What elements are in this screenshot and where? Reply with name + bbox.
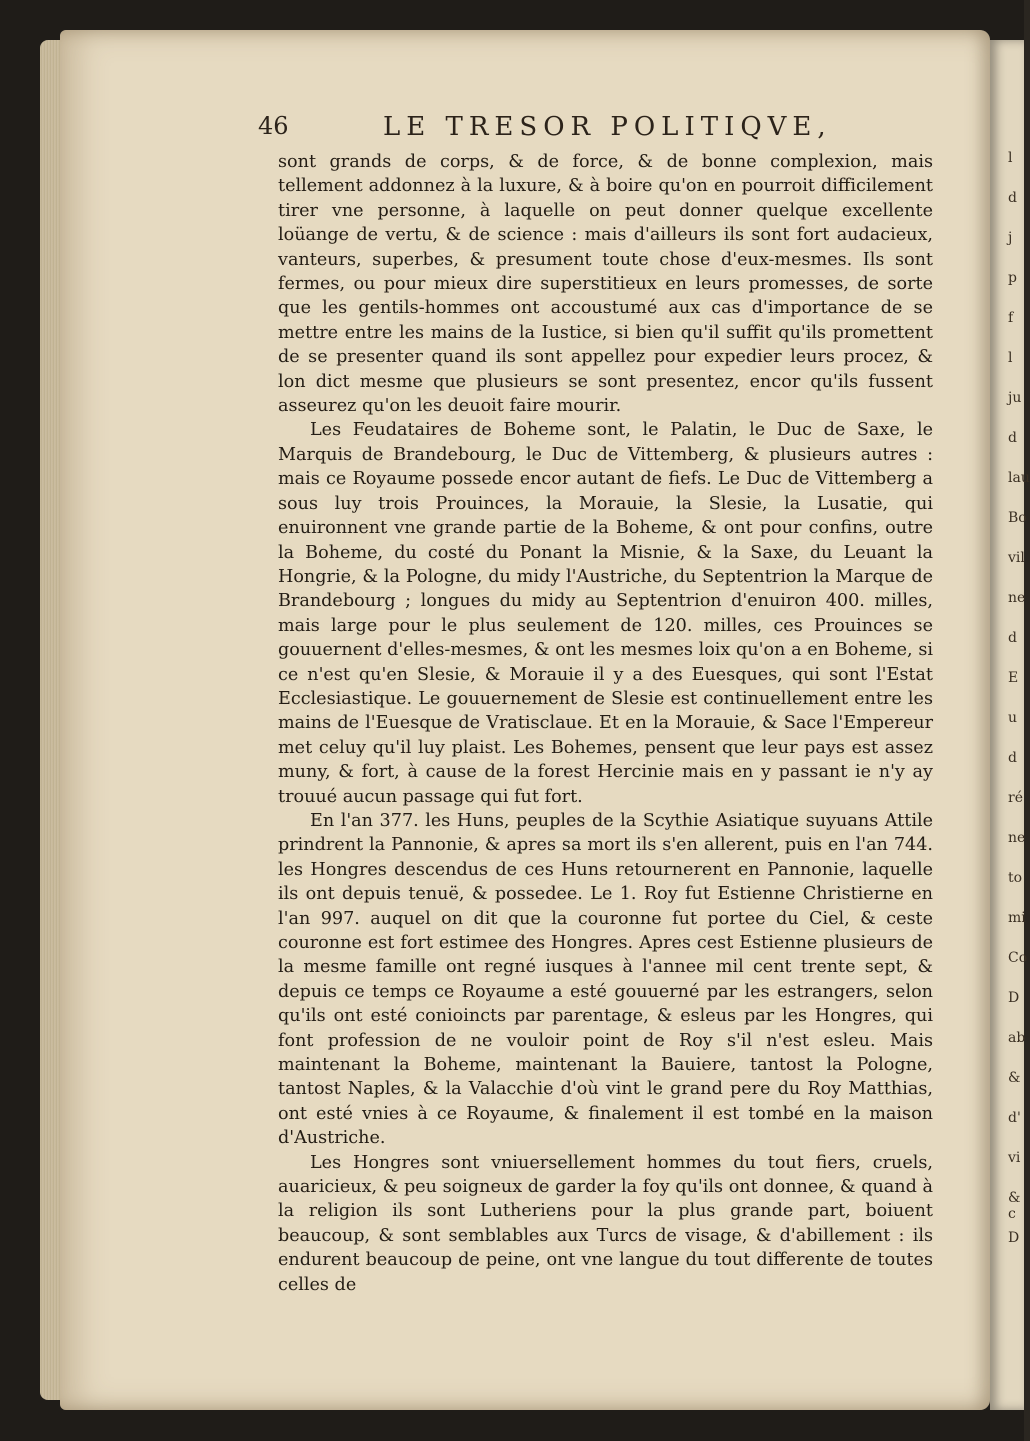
- adjacent-page: [990, 40, 1030, 1410]
- adjacent-page-fragment: l: [1008, 150, 1013, 166]
- adjacent-page-fragment: j: [1008, 230, 1013, 246]
- adjacent-page-fragment: vil: [1008, 550, 1025, 566]
- adjacent-page-fragment: to: [1008, 870, 1023, 886]
- adjacent-page-fragment: p: [1008, 270, 1017, 286]
- adjacent-page-fragment: u: [1008, 710, 1018, 726]
- adjacent-page-fragment: Bo: [1008, 510, 1027, 526]
- adjacent-page-fragment: d': [1008, 1110, 1021, 1126]
- adjacent-page-fragment: vi: [1008, 1150, 1021, 1166]
- page-number: 46: [258, 112, 289, 140]
- body-text: [278, 150, 933, 1297]
- adjacent-page-fragment: Co: [1008, 950, 1028, 966]
- adjacent-page-fragment: E: [1008, 670, 1019, 686]
- adjacent-page-fragment: d: [1008, 430, 1017, 446]
- adjacent-page-fragment: ju: [1008, 390, 1022, 406]
- adjacent-page-fragment: l: [1008, 350, 1013, 366]
- adjacent-page-fragment: & c: [1008, 1190, 1021, 1222]
- paragraph-1: sont grands de corps, & de force, & de bonne complexion, mais tellement addonnez à la luxure, & à boire qu'on en pourroit difficilement tirer vne personne, à laquelle on peut donner quelque excellente loüange de vertu, & de science : mais d'ailleurs ils sont fort audacieux, vanteurs, superbes, & presument toute chose d'eux-mesmes. Ils sont fermes, ou pour mieux dire superstitieux en leurs promesses, de sorte que les gentils-hommes ont accoustumé aux cas d'importance de se mettre entre les mains de la Iustice, si bien qu'il suffit qu'ils promettent de se presenter quand ils sont appellez pour expedier leurs procez, & lon dict mesme que plusieurs se sont presentez, encor qu'ils fussent asseurez qu'on les deuoit faire mourir.: [278, 152, 933, 417]
- adjacent-page-fragment: ne: [1008, 830, 1026, 846]
- adjacent-page-fragment: d: [1008, 190, 1017, 206]
- paragraph-3: En l'an 377. les Huns, peuples de la Scythie Asiatique suyuans Attile prindrent la Pannonie, & apres sa mort ils s'en allerent, puis en l'an 744. les Hongres descendus de ces Huns retournerent en Pannonie, laquelle ils ont depuis tenuë, & possedee. Le 1. Roy fut Estienne Christierne en l'an 997. auquel on dit que la couronne fut portee du Ciel, & ceste couronne est fort estimee des Hongres. Apres cest Estienne plusieurs de la mesme famille ont regné iusques à l'annee mil cent trente sept, & depuis ce temps ce Royaume a esté gouuerné par les estrangers, selon qu'ils ont esté conioincts par parentage, & esleus par les Hongres, qui font profession de ne vouloir point de Roy s'il n'est esleu. Mais maintenant la Boheme, maintenant la Bauiere, tantost la Pologne, tantost Naples, & la Valacchie d'où vint le grand pere du Roy Matthias, ont esté vnies à ce Royaume, & finalement il est tombé en la maison d'Austriche.: [278, 810, 933, 1149]
- paragraph-2: Les Feudataires de Boheme sont, le Palatin, le Duc de Saxe, le Marquis de Brandebourg, le Duc de Vittemberg, & plusieurs autres : mais ce Royaume possede encor autant de fiefs. Le Duc de Vittemberg a sous luy trois Prouinces, la Morauie, la Slesie, la Lusatie, qui enuironnent vne grande partie de la Boheme, & ont pour confins, outre la Boheme, du costé du Ponant la Misnie, & la Saxe, du Leuant la Hongrie, & la Pologne, du midy l'Austriche, du Septentrion la Marque de Brandebourg ; longues du midy au Septentrion d'enuiron 400. milles, mais large pour le plus seulement de 120. milles, ces Prouinces se gouuernent d'elles-mesmes, & ont les mesmes loix qu'on a en Boheme, si ce n'est qu'en Slesie, & Morauie il y a des Euesques, qui sont l'Estat Ecclesiastique. Le gouuernement de Slesie est continuellement entre les mains de l'Euesque de Vratisclaue. Et en la Morauie, & Sace l'Empereur met celuy qu'il luy plaist. Les Bohemes, pensent que leur pays est assez muny, & fort, à cause de la forest Hercinie mais en y passant ie n'y ay trouué aucun passage qui fut fort.: [278, 420, 933, 807]
- adjacent-page-fragment: ab: [1008, 1030, 1026, 1046]
- adjacent-page-fragment: mi: [1008, 910, 1026, 926]
- adjacent-page-fragment: ré: [1008, 790, 1023, 806]
- adjacent-page-fragment: f: [1008, 310, 1014, 326]
- adjacent-page-fragment: &: [1008, 1070, 1021, 1086]
- running-title: LE TRESOR POLITIQVE,: [383, 112, 832, 142]
- page-header: [258, 112, 938, 142]
- adjacent-page-fragment: d: [1008, 750, 1017, 766]
- adjacent-page-fragment: ne: [1008, 590, 1026, 606]
- adjacent-page-fragment: lau: [1008, 470, 1030, 486]
- adjacent-page-fragment: d: [1008, 630, 1017, 646]
- paragraph-4: Les Hongres sont vniuersellement hommes du tout fiers, cruels, auaricieux, & peu soigneux de garder la foy qu'ils ont donnee, & quand à la religion ils sont Lutheriens pour la plus grande part, boiuent beaucoup, & sont semblables aux Turcs de visage, & d'abillement : ils endurent beaucoup de peine, ont vne langue du tout differente de toutes celles de: [278, 1152, 933, 1295]
- adjacent-page-fragment: D: [1008, 1230, 1020, 1246]
- adjacent-page-fragment: D: [1008, 990, 1020, 1006]
